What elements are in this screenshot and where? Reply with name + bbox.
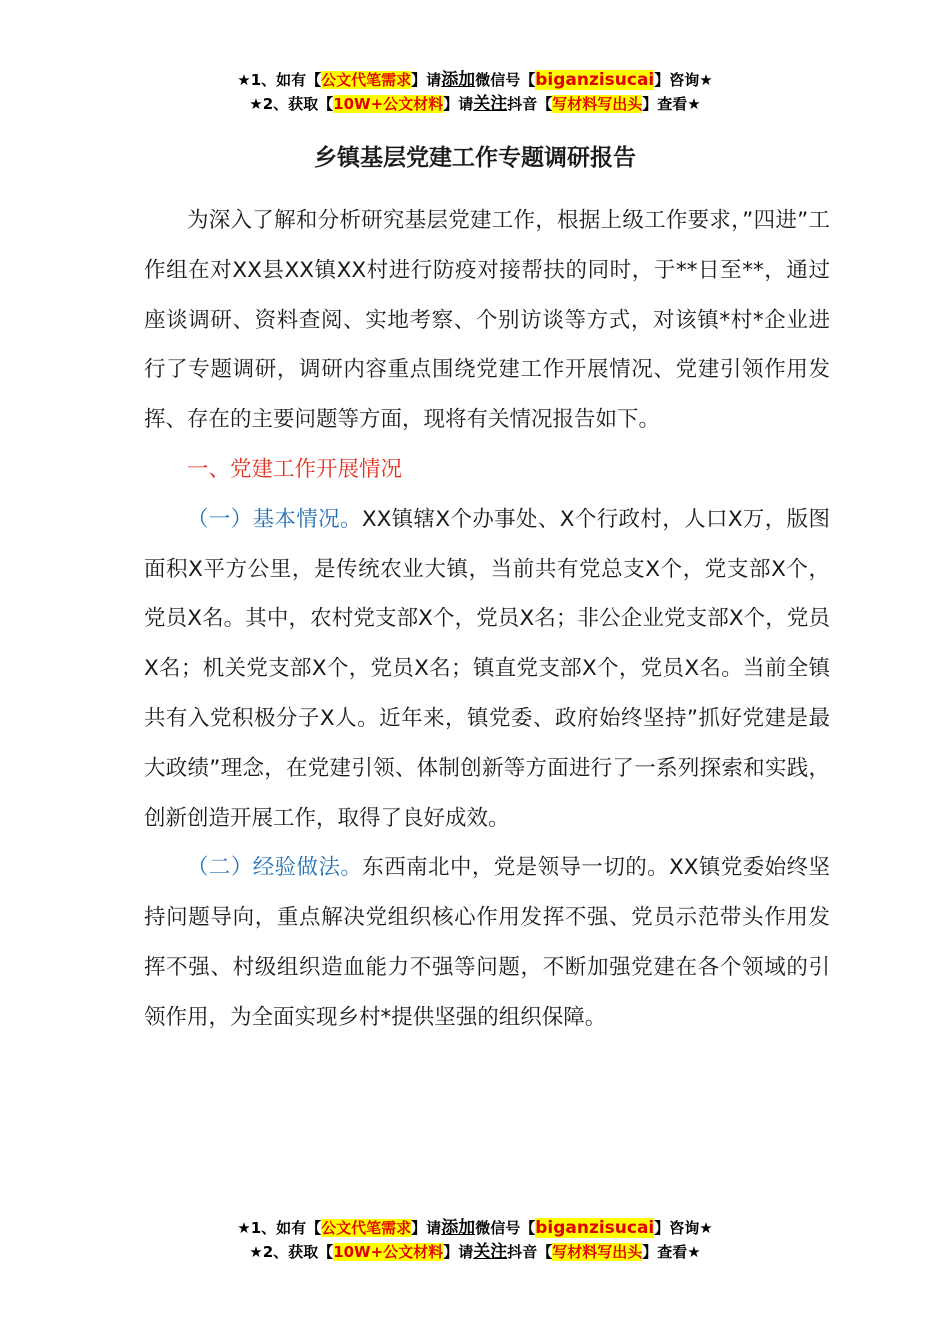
- materials-highlight: 10W+公文材料: [333, 1243, 444, 1261]
- promo-banner-bottom: [0, 1216, 950, 1264]
- section-heading-1: 一、党建工作开展情况: [187, 456, 403, 482]
- page-title: 乡镇基层党建工作专题调研报告: [314, 145, 636, 171]
- subheading-basic-situation: （一）基本情况。: [187, 506, 362, 532]
- douyin-name-highlight: 写材料写出头: [552, 95, 643, 113]
- wechat-id-highlight: biganzisucai: [535, 70, 655, 90]
- subheading-experience: （二）经验做法。: [187, 855, 363, 881]
- promo-line-2-bottom: ★2、获取【10W+公文材料】请关注抖音【写材料写出头】查看★: [249, 1242, 701, 1262]
- wechat-id-highlight: biganzisucai: [535, 1218, 655, 1238]
- service-highlight: 公文代笔需求: [321, 1219, 412, 1237]
- promo-line-1-bottom: ★1、如有【公文代笔需求】请添加微信号【biganzisucai】咨询★: [237, 1218, 713, 1238]
- materials-highlight: 10W+公文材料: [333, 95, 444, 113]
- promo-line-1: ★1、如有【公文代笔需求】请添加微信号【biganzisucai】咨询★: [237, 70, 713, 90]
- service-highlight: 公文代笔需求: [321, 71, 412, 89]
- document-body: [144, 196, 830, 1043]
- promo-line-2: ★2、获取【10W+公文材料】请关注抖音【写材料写出头】查看★: [249, 94, 701, 114]
- experience-paragraph: （二）经验做法。东西南北中，党是领导一切的。XX镇党委始终坚持问题导向，重点解决党组织核心作用发挥不强、党员示范带头作用发挥不强、村级组织造血能力不强等问题，不断加强党建在各个领域的引领作用，为全面实现乡村*提供坚强的组织保障。: [144, 855, 830, 1030]
- intro-paragraph: 为深入了解和分析研究基层党建工作，根据上级工作要求，”四进”工作组在对XX县XX镇XX村进行防疫对接帮扶的同时，于**日至**，通过座谈调研、资料查阅、实地考察、个别访谈等方式，对该镇*村*企业进行了专题调研，调研内容重点围绕党建工作开展情况、党建引领作用发挥、存在的主要问题等方面，现将有关情况报告如下。: [144, 208, 830, 433]
- basic-situation-paragraph: （一）基本情况。XX镇辖X个办事处、X个行政村，人口X万，版图面积X平方公里，是传统农业大镇，当前共有党总支X个，党支部X个，党员X名。其中，农村党支部X个，党员X名；非公企业党支部X个，党员X名；机关党支部X个，党员X名；镇直党支部X个，党员X名。当前全镇共有入党积极分子X人。近年来，镇党委、政府始终坚持”抓好党建是最大政绩”理念，在党建引领、体制创新等方面进行了一系列探索和实践，创新创造开展工作，取得了良好成效。: [144, 506, 830, 831]
- promo-banner-top: [0, 68, 950, 116]
- douyin-name-highlight: 写材料写出头: [552, 1243, 643, 1261]
